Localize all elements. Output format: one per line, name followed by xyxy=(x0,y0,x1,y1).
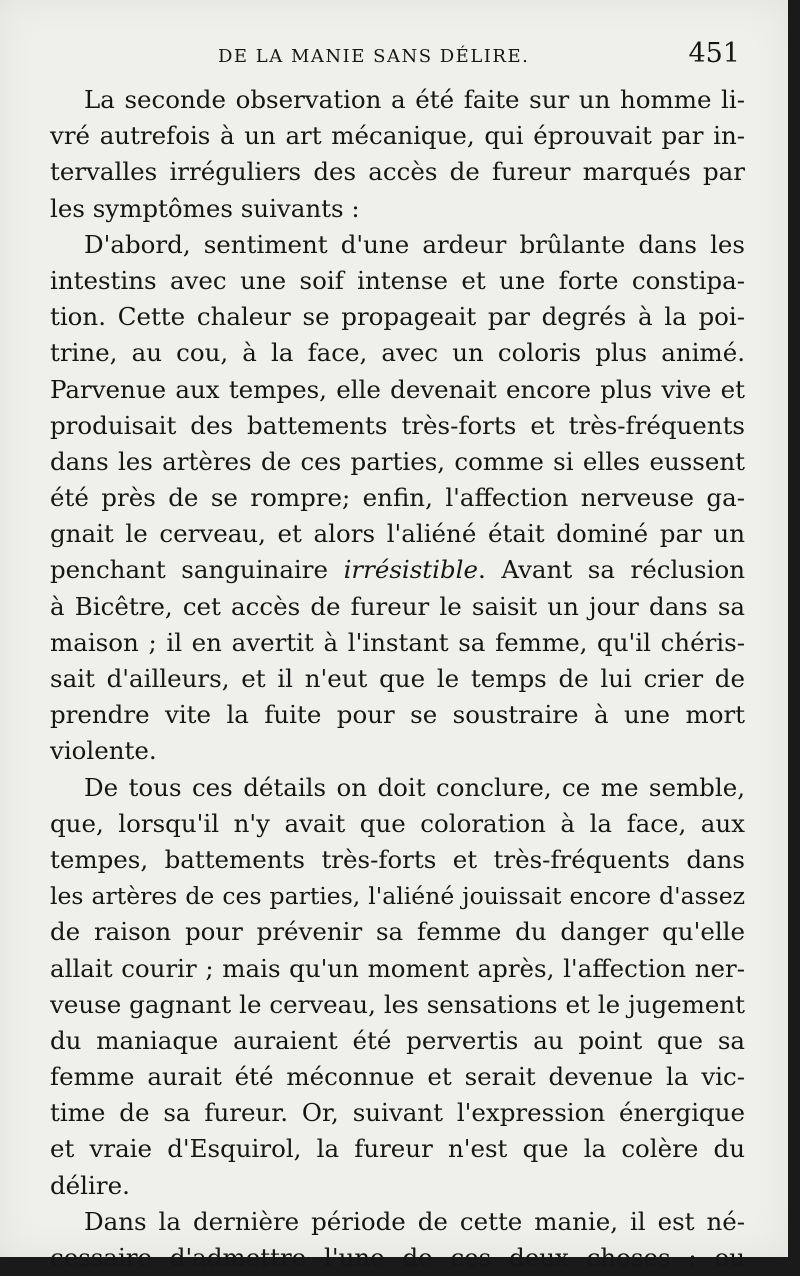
text-line: maison ; il en avertit à l'instant sa femme, qu'il chéris- xyxy=(50,627,745,657)
text-line: de raison pour prévenir sa femme du danger qu'elle xyxy=(50,917,745,947)
text-line: Dans la dernière période de cette manie, il est né- xyxy=(84,1206,745,1236)
text-line: vré autrefois à un art mécanique, qui éprouvait par in- xyxy=(50,121,745,151)
italic-text-segment: irrésistible xyxy=(343,555,479,585)
text-line: et vraie d'Esquirol, la fureur n'est que la colère du xyxy=(50,1134,745,1164)
page-number: 451 xyxy=(688,38,740,69)
text-line: time de sa fureur. Or, suivant l'expression énergique xyxy=(50,1098,745,1128)
text-line: D'abord, sentiment d'une ardeur brûlante dans les xyxy=(84,229,745,259)
page-header xyxy=(50,38,750,78)
text-line: été près de se rompre; enfin, l'affection nerveuse ga- xyxy=(50,483,745,513)
text-segment: penchant sanguinaire xyxy=(50,555,344,585)
text-line: que, lorsqu'il n'y avait que coloration à la face, aux xyxy=(50,808,745,838)
text-line: prendre vite la fuite pour se soustraire à une mort xyxy=(50,700,745,730)
text-line: dans les artères de ces parties, comme si elles eussent xyxy=(50,446,745,476)
text-line: à Bicêtre, cet accès de fureur le saisit un jour dans sa xyxy=(50,591,745,621)
text-line: intestins avec une soif intense et une forte constipa- xyxy=(50,265,745,295)
text-line: allait courir ; mais qu'un moment après, l'affection ner- xyxy=(50,953,745,983)
text-line: La seconde observation a été faite sur un homme li- xyxy=(84,85,745,114)
running-title: DE LA MANIE SANS DÉLIRE. xyxy=(218,46,530,67)
text-line: femme aurait été méconnue et serait devenue la vic- xyxy=(50,1062,745,1092)
text-line: De tous ces détails on doit conclure, ce me semble, xyxy=(84,772,745,802)
text-line: du maniaque auraient été pervertis au point que sa xyxy=(50,1025,745,1055)
text-line: gnait le cerveau, et alors l'aliéné était dominé par un xyxy=(50,519,745,549)
text-line: violente. xyxy=(50,736,157,766)
text-line: délire. xyxy=(50,1170,130,1200)
text-line: Parvenue aux tempes, elle devenait encore plus vive et xyxy=(50,374,745,404)
text-line: les artères de ces parties, l'aliéné jouissait encore d'assez xyxy=(50,882,745,911)
text-line: cessaire d'admettre l'une de ces deux choses : ou xyxy=(50,1243,745,1272)
text-line: veuse gagnant le cerveau, les sensations et le jugement xyxy=(50,989,745,1019)
text-line: sait d'ailleurs, et il n'eut que le temps de lui crier de xyxy=(50,664,745,693)
text-line: tempes, battements très-forts et très-fréquents dans xyxy=(50,844,745,874)
text-line: tion. Cette chaleur se propageait par degrés à la poi- xyxy=(50,302,745,332)
text-segment: . Avant sa réclusion xyxy=(478,555,745,585)
text-line xyxy=(50,552,745,588)
text-line: les symptômes suivants : xyxy=(50,193,360,223)
body-text xyxy=(50,82,745,1276)
text-line: tervalles irréguliers des accès de fureur marqués par xyxy=(50,157,745,187)
text-line: trine, au cou, à la face, avec un coloris plus animé. xyxy=(50,338,745,368)
text-line: produisait des battements très-forts et très-fréquents xyxy=(50,410,745,440)
